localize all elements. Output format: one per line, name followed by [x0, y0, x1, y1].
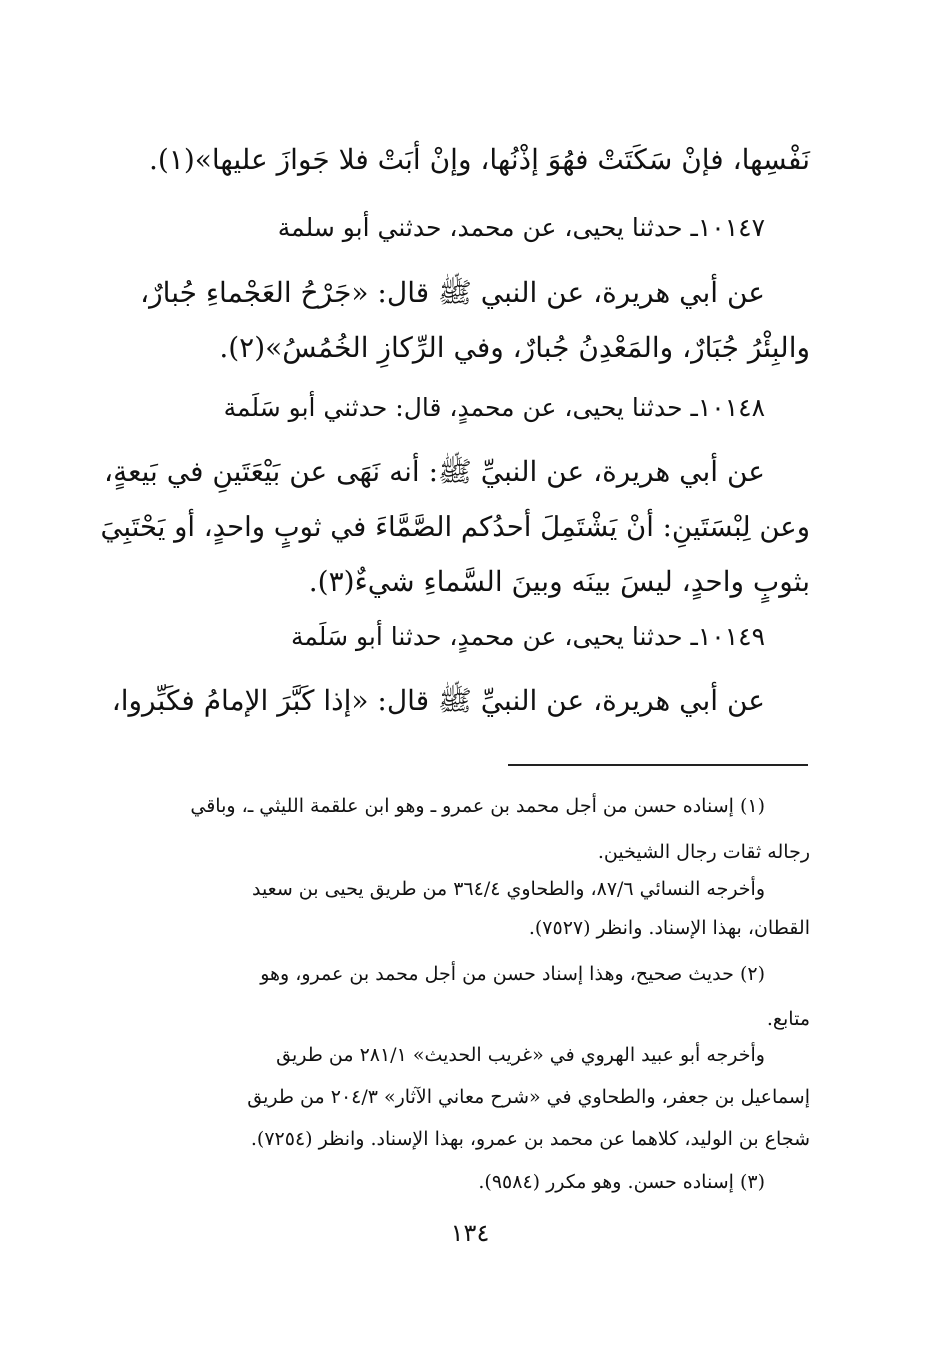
footnote-3-line-1: (٣) إسناده حسن. وهو مكرر (٩٥٨٤).: [478, 1171, 765, 1193]
footnote-divider: [508, 764, 808, 766]
text-line-4: والبِئْرُ جُبَارٌ، والمَعْدِنُ جُبارٌ، وفي الرِّكازِ الخُمُسُ»(٢).: [219, 331, 810, 364]
footnote-1-line-2: رجاله ثقات رجال الشيخين.: [597, 841, 810, 863]
footnote-1-line-1: (١) إسناده حسن من أجل محمد بن عمرو ـ وهو ابن علقمة الليثي ـ، وباقي: [190, 795, 765, 817]
footnote-2-line-2: متابع.: [766, 1008, 810, 1030]
text-line-7: وعن لِبْسَتَينِ: أنْ يَشْتَمِلَ أحدُكم الصَّمَّاءَ في ثوبٍ واحدٍ، أو يَحْتَبِيَ: [100, 511, 810, 543]
page-number: ١٣٤: [450, 1219, 490, 1247]
footnote-2-line-3: وأخرجه أبو عبيد الهروي في «غريب الحديث» ٢٨١/١ من طريق: [276, 1044, 765, 1066]
footnote-2-line-5: شجاع بن الوليد، كلاهما عن محمد بن عمرو، بهذا الإسناد. وانظر (٧٢٥٤).: [250, 1128, 810, 1150]
text-line-10: عن أبي هريرة، عن النبيِّ ﷺ قال: «إذا كَبَّرَ الإمامُ فكَبِّروا،: [111, 684, 765, 717]
footnote-2-line-1: (٢) حديث صحيح، وهذا إسناد حسن من أجل محمد بن عمرو، وهو: [260, 963, 765, 985]
hadith-10148-chain: ١٠١٤٨ـ حدثنا يحيى، عن محمدٍ، قال: حدثني أبو سَلَمة: [223, 393, 765, 422]
text-line-8: بثوبٍ واحدٍ، ليسَ بينَه وبينَ السَّماءِ شيءٌ(٣).: [308, 565, 810, 598]
hadith-10147-chain: ١٠١٤٧ـ حدثنا يحيى، عن محمد، حدثني أبو سلمة: [277, 213, 765, 242]
hadith-10149-chain: ١٠١٤٩ـ حدثنا يحيى، عن محمدٍ، حدثنا أبو سَلَمة: [290, 622, 765, 651]
text-line-3: عن أبي هريرة، عن النبي ﷺ قال: «جَرْحُ العَجْماءِ جُبارٌ،: [140, 276, 765, 309]
text-line-6: عن أبي هريرة، عن النبيِّ ﷺ: أنه نَهَى عن بَيْعَتَينِ في بَيعةٍ،: [104, 455, 765, 488]
footnote-1-line-4: القطان، بهذا الإسناد. وانظر (٧٥٢٧).: [528, 917, 810, 939]
footnote-2-line-4: إسماعيل بن جعفر، والطحاوي في «شرح معاني الآثار» ٢٠٤/٣ من طريق: [247, 1086, 810, 1108]
text-line-1: نَفْسِها، فإنْ سَكَتَتْ فهُوَ إذْنُها، وإنْ أبَتْ فلا جَوازَ عليها»(١).: [148, 143, 810, 176]
footnote-1-line-3: وأخرجه النسائي ٨٧/٦، والطحاوي ٣٦٤/٤ من طريق يحيى بن سعيد: [251, 878, 765, 900]
